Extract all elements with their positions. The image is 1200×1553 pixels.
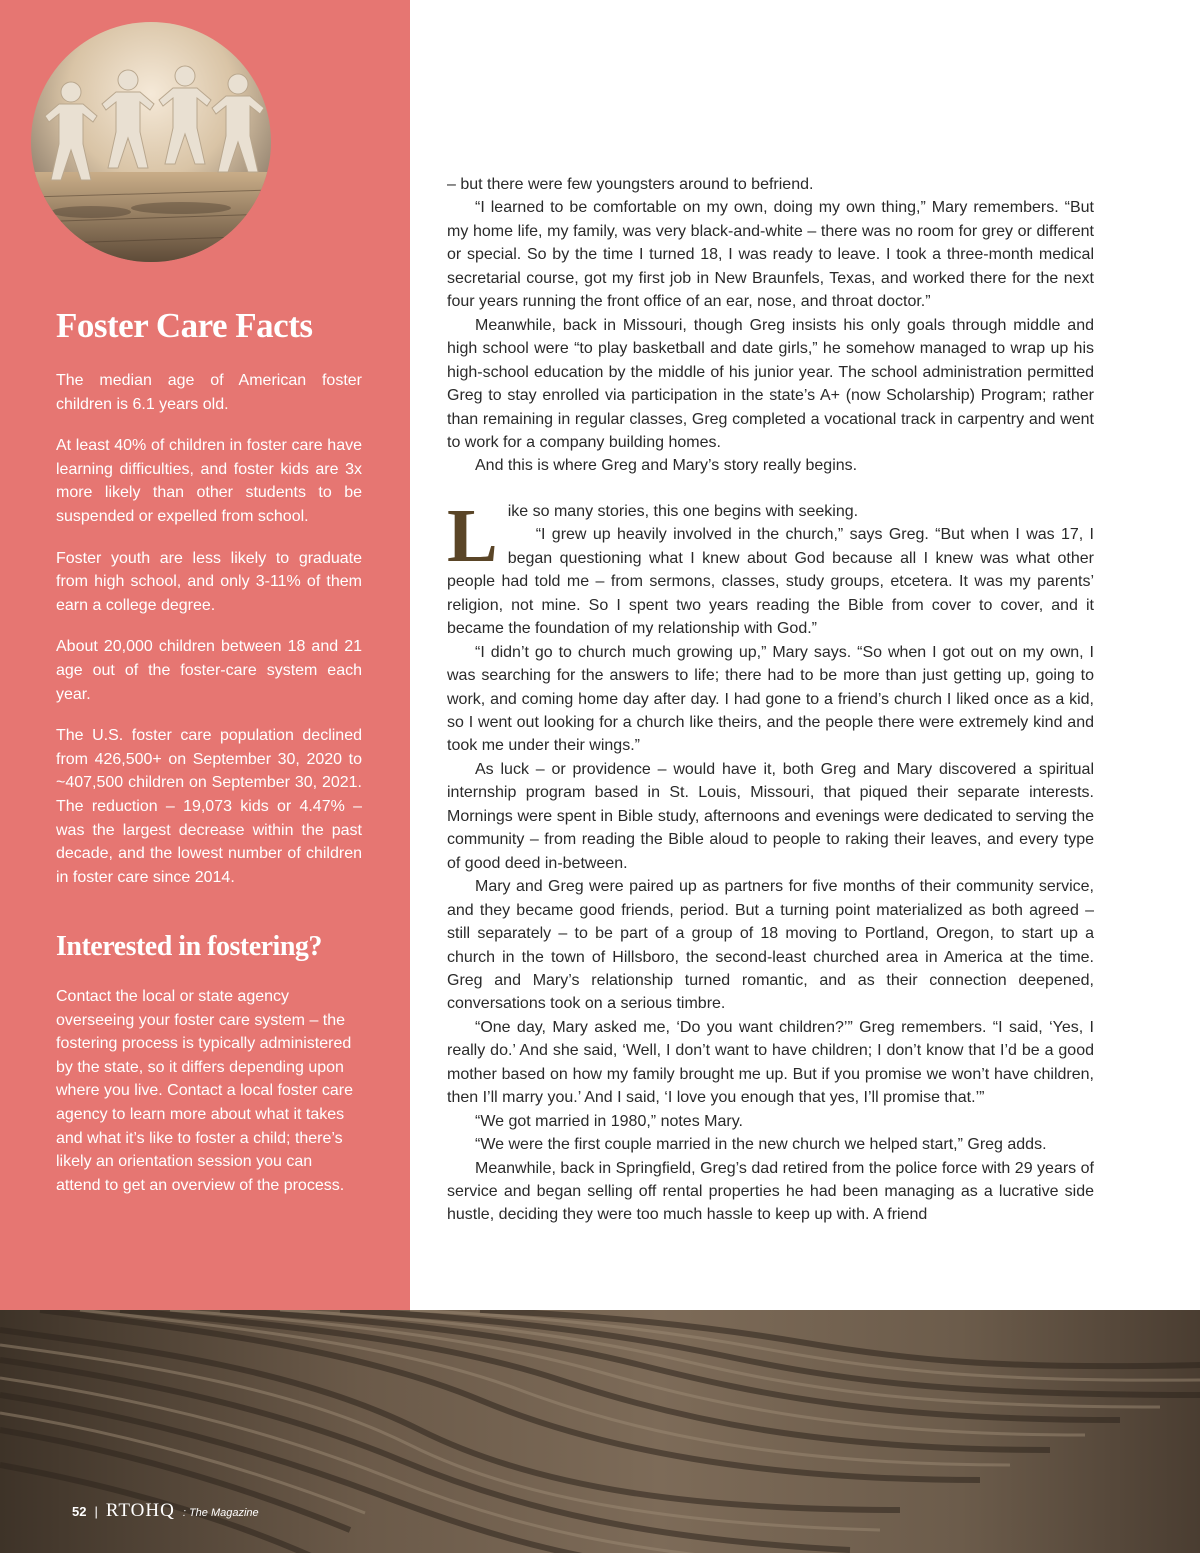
article-paragraph: “I grew up heavily involved in the church,” says Greg. “But when I was 17, I began questioning what I knew about God because all I knew was what other people had told me – from sermons, classes, study groups, etcetera. It was my parents’ religion, not mine. So I spent two years reading the Bible from cover to cover, and it became the foundation of my relationship with God.” [447, 526, 1094, 638]
fact-item: The U.S. foster care population declined from 426,500+ on September 30, 2020 to ~407,500 children on September 30, 2021. The reduction – 19,073 kids or 4.47% – was the largest decrease within the past decade, and the lowest number of children in foster care since 2014. [56, 727, 362, 886]
article-paragraph: Meanwhile, back in Missouri, though Greg insists his only goals through middle and high school were “to play basketball and date girls,” he somehow managed to wrap up his high-school education by the middle of his junior year. The school administration permitted Greg to stay enrolled via participation in the state’s A+ (now Scholarship) Program; rather than remaining in regular classes, Greg completed a vocational track in carpentry and went to work for a company building homes. [447, 316, 1094, 451]
facts-list [56, 369, 362, 907]
article-paragraph: Meanwhile, back in Springfield, Greg’s dad retired from the police force with 29 years of service and began selling off rental properties he had been managing as a lucrative side hustle, deciding they were too much hassle to keep up with. A friend [447, 1159, 1094, 1224]
page-footer [72, 1500, 259, 1522]
sidebar-panel [0, 0, 410, 1310]
article-paragraph: “I didn’t go to church much growing up,” Mary says. “So when I got out on my own, I was searching for the answers to life; there had to be more than just getting up, going to work, and coming home day after day. I had gone to a friend’s church I liked once as a kid, so I went out looking for a church like theirs, and the people there were extremely kind and took me under their wings.” [447, 643, 1094, 755]
paper-dolls-illustration [31, 22, 271, 262]
fact-item: At least 40% of children in foster care have learning difficulties, and foster kids are 3x more likely than other students to be suspended or expelled from school. [56, 437, 362, 525]
article-paragraph: “We were the first couple married in the new church we helped start,” Greg adds. [475, 1136, 1047, 1154]
article-paragraph: And this is where Greg and Mary’s story really begins. [475, 457, 858, 475]
paper-chain-photo [31, 22, 271, 262]
magazine-tagline: : The Magazine [182, 1507, 259, 1519]
article-paragraph: “I learned to be comfortable on my own, doing my own thing,” Mary remembers. “But my home life, my family, was very black-and-white – there was no room for grey or different or special. So by the time I turned 18, I was ready to leave. I took a three-month medical secretarial course, got my first job in New Braunfels, Texas, and worked there for the next four years running the front office of an ear, nose, and throat doctor.” [447, 199, 1094, 311]
drop-cap-letter: L [447, 493, 498, 578]
article-paragraph: Mary and Greg were paired up as partners for five months of their community service, and they became good friends, period. But a turning point materialized as both agreed – still separately – to be part of a group of 18 moving to Portland, Oregon, to start up a church in the town of Hillsboro, the second-least churched area in America at the time. Greg and Mary’s relationship turned romantic, and as their connection deepened, conversations took on a serious timbre. [447, 878, 1094, 1013]
fact-item: The median age of American foster children is 6.1 years old. [56, 372, 362, 413]
footer-separator: | [94, 1504, 98, 1519]
article-paragraph: – but there were few youngsters around to befriend. [447, 176, 814, 193]
dropcap-paragraph-text: ike so many stories, this one begins with seeking. [507, 502, 859, 520]
fact-item: Foster youth are less likely to graduate from high school, and only 3-11% of them earn a college degree. [56, 549, 362, 614]
contact-agency-text: Contact the local or state agency overseeing your foster care system – the fostering process is typically administered by the state, so it differs depending upon where you live. Contact a local foster care agency to learn more about what it takes and what it’s like to foster a child; there’s likely an orientation session you can attend to get an overview of the process. [56, 988, 354, 1194]
article-paragraph-dropcap [447, 493, 1094, 578]
article-paragraph: “We got married in 1980,” notes Mary. [475, 1112, 743, 1130]
article-paragraph: As luck – or providence – would have it, both Greg and Mary discovered a spiritual internship program based in St. Louis, Missouri, that piqued their separate interests. Mornings were spent in Bible study, afternoons and evenings were dedicated to serving the community – from reading the Bible aloud to people to raking their leaves, and every type of good deed in-between. [447, 760, 1094, 872]
article-paragraph: “One day, Mary asked me, ‘Do you want children?’” Greg remembers. “I said, ‘Yes, I really do.’ And she said, ‘Well, I don’t want to have children; I don’t know that I’d be a good mother based on how my family brought me up. But if you promise we won’t have children, then I’ll marry you.’ And I said, ‘I love you enough that yes, I’ll promise that.’” [447, 1018, 1094, 1107]
interested-in-fostering-heading: Interested in fostering? [56, 931, 322, 962]
foster-care-facts-heading: Foster Care Facts [56, 306, 313, 345]
magazine-logo: RTOHQ [105, 1500, 175, 1521]
fact-item: About 20,000 children between 18 and 21 age out of the foster-care system each year. [56, 638, 362, 703]
article-body [447, 173, 1094, 1227]
page-number: 52 [72, 1504, 87, 1519]
